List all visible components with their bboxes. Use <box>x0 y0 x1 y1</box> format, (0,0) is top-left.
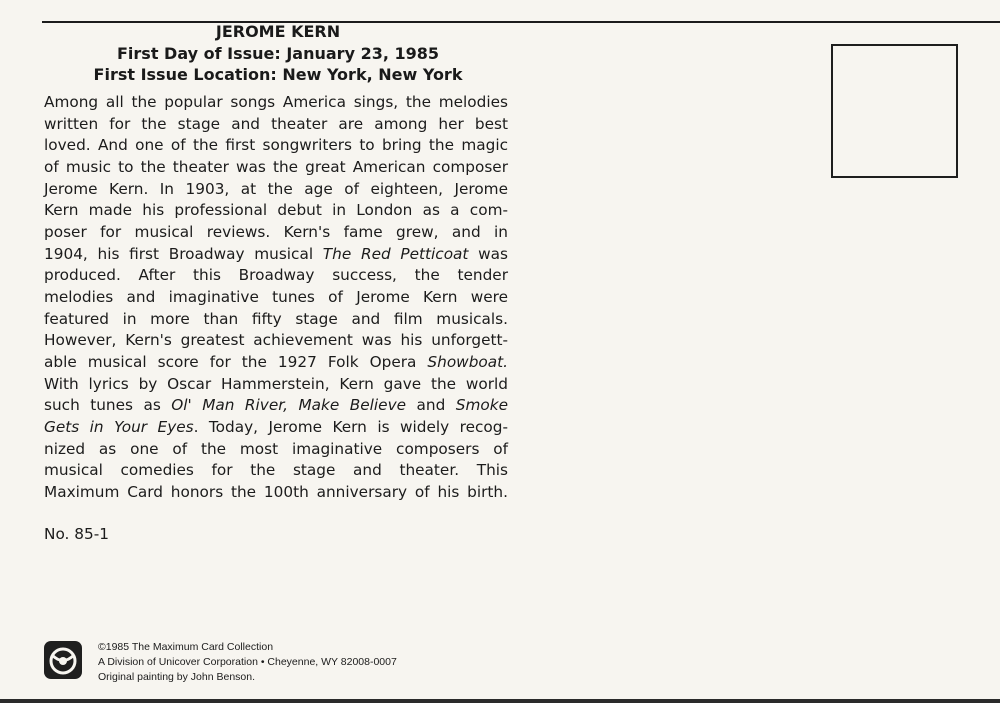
card-title: JEROME KERN <box>215 22 341 41</box>
body-line <box>44 114 508 136</box>
body-italic-text: Showboat. <box>427 352 508 371</box>
body-line <box>44 330 508 352</box>
body-line <box>44 374 508 396</box>
body-text-run: produced. After this Broadway success, the tender <box>44 266 508 285</box>
stamp-placement-box <box>831 44 958 178</box>
card-number: No. 85-1 <box>44 525 109 543</box>
body-line <box>44 92 508 114</box>
body-line <box>44 352 508 374</box>
body-text-run: of music to the theater was the great American composer <box>44 157 508 176</box>
body-line <box>44 157 508 179</box>
body-text-run: 1904, his first Broadway musical <box>44 244 323 263</box>
body-line <box>44 244 508 266</box>
body-line <box>44 200 508 222</box>
painting-credit-line: Original painting by John Benson. <box>98 671 256 683</box>
body-italic-text: Smoke <box>455 396 508 415</box>
body-text-run: able musical score for the 1927 Folk Opera <box>44 352 428 371</box>
bottom-edge <box>0 699 1000 703</box>
body-text-run: nized as one of the most imaginative composers of <box>44 439 508 458</box>
first-issue-location: First Issue Location: New York, New York <box>93 65 463 84</box>
body-text <box>44 92 508 503</box>
card-header <box>44 21 512 86</box>
body-text-run: melodies and imaginative tunes of Jerome Kern were <box>44 287 508 306</box>
body-italic-text: The Red Petticoat <box>322 244 469 263</box>
body-text-run: Jerome Kern. In 1903, at the age of eighteen, Jerome <box>44 179 508 198</box>
body-text-run: written for the stage and theater are among her best <box>44 114 508 133</box>
body-line <box>44 135 508 157</box>
body-text-run: However, Kern's greatest achievement was his unforgett- <box>44 331 508 350</box>
body-italic-text: Ol' Man River, Make Believe <box>171 396 407 415</box>
body-text-run: With lyrics by Oscar Hammerstein, Kern gave the world <box>44 374 508 393</box>
unicover-logo-icon <box>43 640 83 680</box>
body-text-run: musical comedies for the stage and theater. This <box>44 461 508 480</box>
body-text-run: featured in more than fifty stage and film musicals. <box>44 309 508 328</box>
body-text-run: was <box>468 244 508 263</box>
body-line <box>44 395 508 417</box>
first-day-of-issue: First Day of Issue: January 23, 1985 <box>116 43 440 63</box>
body-line <box>44 439 508 461</box>
body-line <box>44 222 508 244</box>
body-text-run: Kern made his professional debut in London as a com- <box>44 201 508 220</box>
body-line <box>44 309 508 331</box>
body-line <box>44 417 508 439</box>
body-line <box>44 287 508 309</box>
body-text-run: Maximum Card honors the 100th anniversary of his birth. <box>44 482 508 501</box>
publisher-credits <box>98 640 397 685</box>
body-line <box>44 265 508 287</box>
body-text-run: . Today, Jerome Kern is widely recog- <box>193 417 508 436</box>
body-line <box>44 482 508 504</box>
body-text-run: and <box>406 396 456 415</box>
body-text-run: loved. And one of the first songwriters to bring the magic <box>44 136 508 155</box>
body-text-run: such tunes as <box>44 396 172 415</box>
body-text-run: Among all the popular songs America sings, the melodies <box>44 93 508 111</box>
body-italic-text: Gets in Your Eyes <box>44 417 194 436</box>
body-line <box>44 179 508 201</box>
body-text-run: poser for musical reviews. Kern's fame grew, and in <box>44 222 508 241</box>
copyright-line: ©1985 The Maximum Card Collection <box>98 641 274 653</box>
body-line <box>44 460 508 482</box>
publisher-address-line: A Division of Unicover Corporation • Cheyenne, WY 82008-0007 <box>98 656 397 668</box>
